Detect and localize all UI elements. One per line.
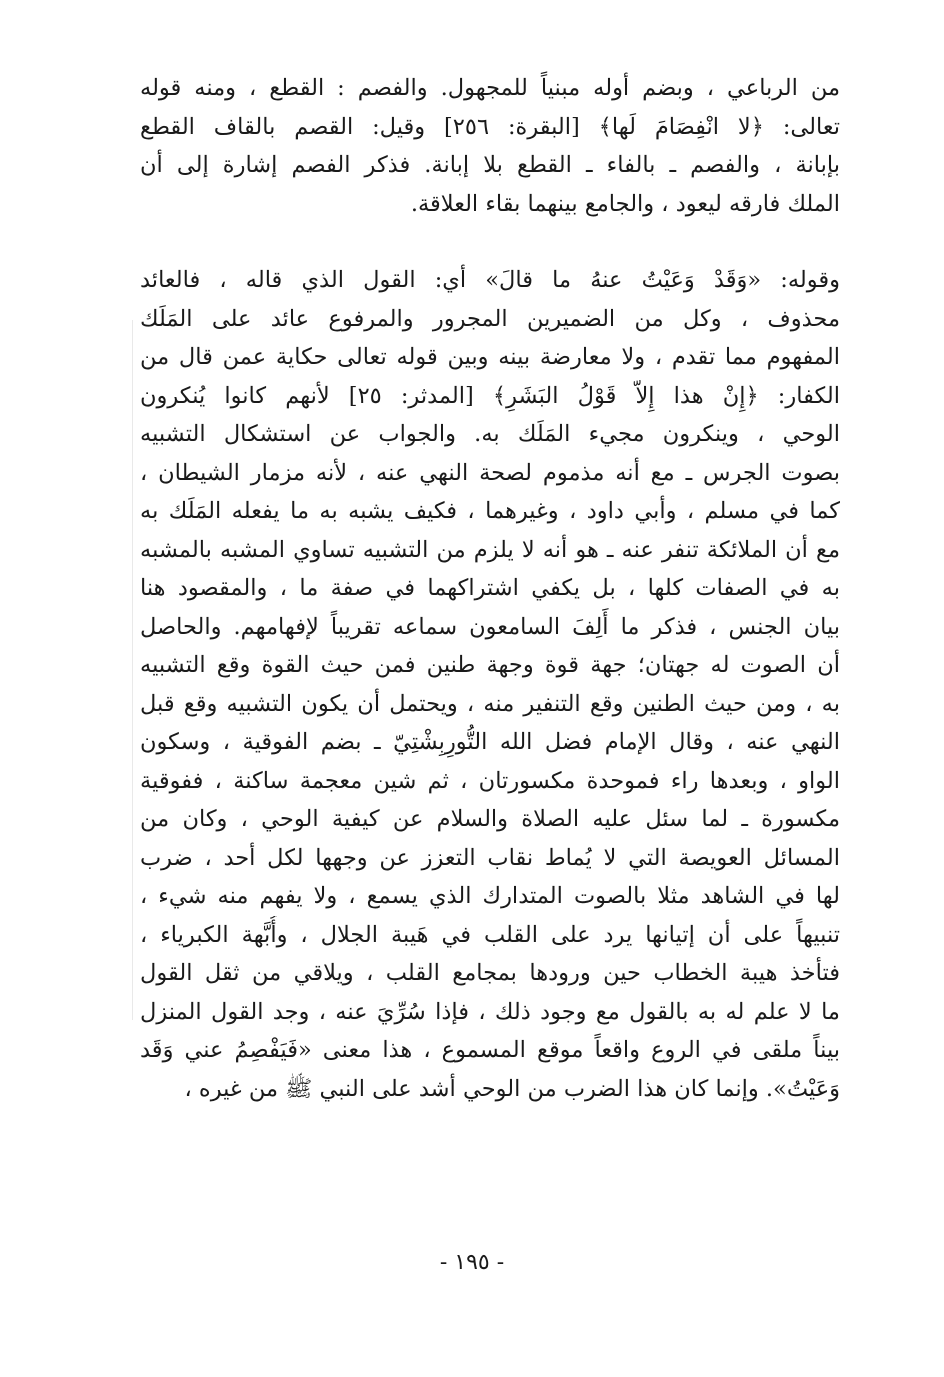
text-line: الكفار: ﴿إِنْ هذا إِلاّ قَوْلُ البَشَرِ﴾ [المدثر: ٢٥] لأنهم كانوا يُنكرون [140, 382, 840, 409]
paragraph-1 [140, 69, 840, 223]
text-line: فتأخذ هيبة الخطاب حين ورودها بمجامع القلب ، ويلاقي من ثقل القول [140, 960, 840, 986]
text-line: تنبيهاً على أن إتيانها يرد على القلب في هَيبة الجلال ، وأُبَّهة الكبرياء ، [140, 921, 840, 948]
text-line: تعالى: ﴿لا انْفِصَامَ لَها﴾ [البقرة: ٢٥٦] وقيل: القصم بالقاف القطع [140, 113, 840, 140]
page-number: - ١٩٥ - [439, 1250, 505, 1275]
text-line: به في الصفات كلها ، بل يكفي اشتراكهما في صفة ما ، والمقصود هنا [140, 575, 840, 601]
scan-edge-shadow [132, 320, 133, 1020]
text-line: بيناً ملقى في الروع واقعاً موقع المسموع ، هذا معنى «فَيَفْصِمُ عني وَقَد [140, 1037, 840, 1063]
text-line: بيان الجنس ، فذكر ما أَلِفَ السامعون سماعه تقريباً لإفهامهم. والحاصل [140, 613, 840, 640]
text-line: لها في الشاهد مثلا بالصوت المتدارك الذي يسمع ، ولا يفهم منه شيء ، [140, 883, 840, 909]
text-line: به ، ومن حيث الطنين وقع التنفير منه ، ويحتمل أن يكون التشبيه وقع قبل [140, 690, 840, 717]
text-line: وَعَيْتُ». وإنما كان هذا الضرب من الوحي أشد على النبي ﷺ من غيره ، [184, 1075, 840, 1102]
text-line: ما لا علم له به بالقول مع وجود ذلك ، فإذا سُرِّيَ عنه ، وجد القول المنزل [140, 998, 840, 1025]
text-line: مكسورة ـ لما سئل عليه الصلاة والسلام عن كيفية الوحي ، وكان من [140, 806, 840, 832]
text-line: النهي عنه ، وقال الإمام فضل الله التُّورِبِشْتِيّ ـ بضم الفوقية ، وسكون [140, 729, 840, 755]
text-line: الوحي ، وينكرون مجيء المَلَك به. والجواب عن استشكال التشبيه [140, 421, 840, 447]
text-line: مع أن الملائكة تنفر عنه ـ هو أنه لا يلزم من التشبيه تساوي المشبه بالمشبه [140, 536, 840, 563]
text-line: المفهوم مما تقدم ، ولا معارضة بينه وبين قوله تعالى حكاية عمن قال من [140, 344, 840, 370]
text-line: من الرباعي ، وبضم أوله مبنياً للمجهول. والفصم : القطع ، ومنه قوله [140, 75, 840, 101]
text-line: بإبانة ، والفصم ـ بالفاء ـ القطع بلا إبانة. فذكر الفصم إشارة إلى أن [140, 152, 840, 178]
text-line: بصوت الجرس ـ مع أنه مذموم لصحة النهي عنه ، لأنه مزمار الشيطان ، [140, 459, 840, 486]
paragraph-2 [140, 261, 840, 1108]
text-line: كما في مسلم ، وأبي داود ، وغيرهما ، فكيف يشبه به ما يفعله المَلَك به [140, 498, 840, 524]
text-line: المسائل العويصة التي لا يُماط نقاب التعزز عن وجهها لكل أحد ، ضرب [140, 844, 840, 871]
text-line: الواو ، وبعدها راء فموحدة مكسورتان ، ثم شين معجمة ساكنة ، ففوقية [140, 767, 840, 794]
text-line: الملك فارقه ليعود ، والجامع بينهما بقاء العلاقة. [410, 190, 840, 217]
text-line: أن الصوت له جهتان؛ جهة قوة وجهة طنين فمن حيث القوة وقع التشبيه [140, 652, 840, 678]
text-line: وقوله: «وَقَدْ وَعَيْتُ عنهُ ما قالَ» أي: القول الذي قاله ، فالعائد [140, 267, 840, 293]
text-line: محذوف ، وكل من الضميرين المجرور والمرفوع عائد على المَلَك [140, 305, 840, 332]
